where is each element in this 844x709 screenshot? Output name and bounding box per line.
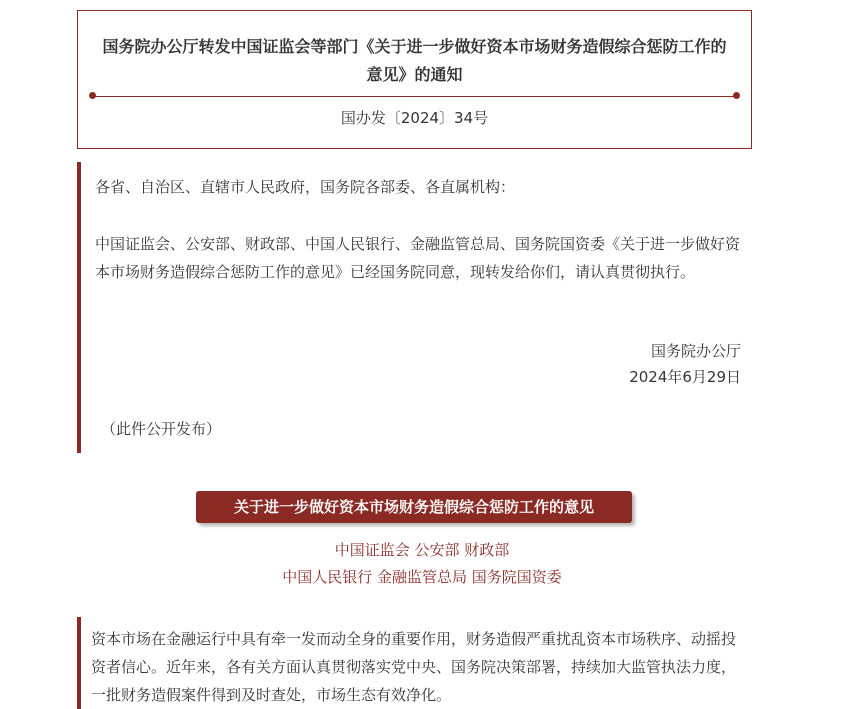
issuing-agencies-line-1: 中国证监会 公安部 财政部 — [334, 541, 510, 559]
notice-title-box — [77, 10, 752, 149]
signatory: 国务院办公厅 — [650, 342, 741, 360]
title-divider — [92, 96, 737, 97]
document-number: 国办发〔2024〕34号 — [340, 109, 489, 127]
notice-body — [77, 162, 747, 453]
divider-dot-right — [733, 92, 740, 99]
opinion-title-banner: 关于进一步做好资本市场财务造假综合惩防工作的意见 — [196, 491, 632, 523]
intro-paragraph: 资本市场在金融运行中具有牵一发而动全身的重要作用，财务造假严重扰乱资本市场秩序、动摇投资者信心。近年来，各有关方面认真贯彻落实党中央、国务院决策部署，持续加大监管执法力度，一批财务造假案件得到及时查处，市场生态有效净化。 — [91, 630, 737, 704]
salutation: 各省、自治区、直辖市人民政府，国务院各部委、各直属机构： — [95, 178, 516, 196]
issue-date: 2024年6月29日 — [629, 368, 741, 386]
opinion-intro — [77, 617, 747, 709]
notice-paragraph: 中国证监会、公安部、财政部、中国人民银行、金融监管总局、国务院国资委《关于进一步做好资本市场财务造假综合惩防工作的意见》已经国务院同意，现转发给你们，请认真贯彻执行。 — [95, 235, 741, 281]
publication-note: （此件公开发布） — [101, 420, 222, 438]
notice-title: 国务院办公厅转发中国证监会等部门《关于进一步做好资本市场财务造假综合惩防工作的意见》的通知 — [102, 37, 727, 84]
issuing-agencies-line-2: 中国人民银行 金融监管总局 国务院国资委 — [282, 568, 562, 586]
